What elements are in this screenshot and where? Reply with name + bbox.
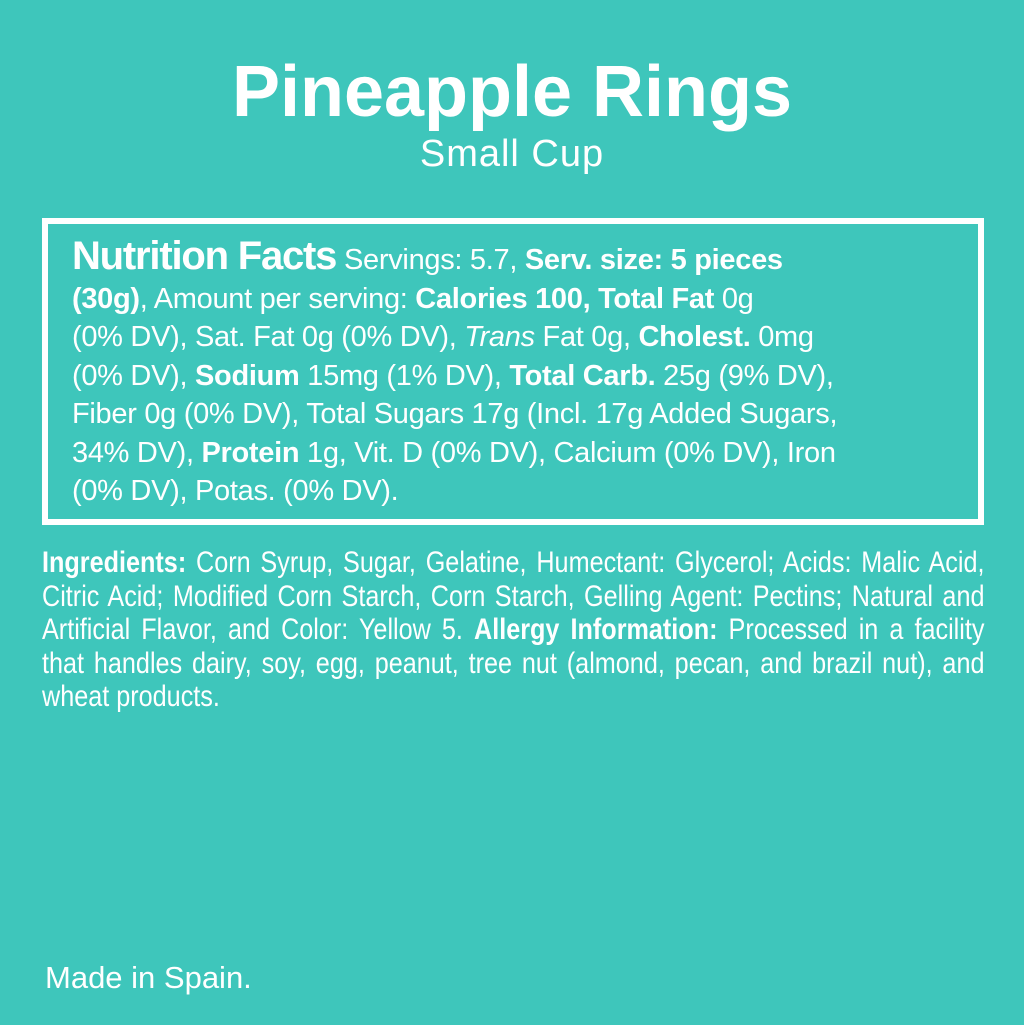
nutrition-facts-text: Nutrition Facts Servings: 5.7, Serv. size: 5 pieces (30g), Amount per serving: Calories 100, Total Fat 0g (0% DV), Sat. Fat 0g (0% DV), Trans Fat 0g, Cholest. 0mg (0% DV), Sodium 15mg (1% DV), Total Carb. 25g (9% DV), Fiber 0g (0% DV), Total Sugars 17g (Incl. 17g Added Sugars, 34% DV), Protein 1g, Vit. D (0% DV), Calcium (0% DV), Iron (0% DV), Potas. (0% DV).	[72, 234, 838, 507]
made-in-text: Made in Spain.	[45, 960, 252, 995]
product-title: Pineapple Rings	[231, 52, 793, 132]
nutrition-facts-box	[42, 218, 984, 525]
ingredients-text: Ingredients: Corn Syrup, Sugar, Gelatine, Humectant: Glycerol; Acids: Malic Acid, Citric Acid; Modified Corn Starch, Corn Starch, Gelling Agent: Pectins; Natural and Artificial Flavor, and Color: Yellow 5. Allergy Information: Processed in a facility that handles dairy, soy, egg, peanut, tree nut (almond, pecan, and brazil nut), and wheat products.	[42, 546, 985, 713]
product-subtitle: Small Cup	[419, 133, 605, 175]
